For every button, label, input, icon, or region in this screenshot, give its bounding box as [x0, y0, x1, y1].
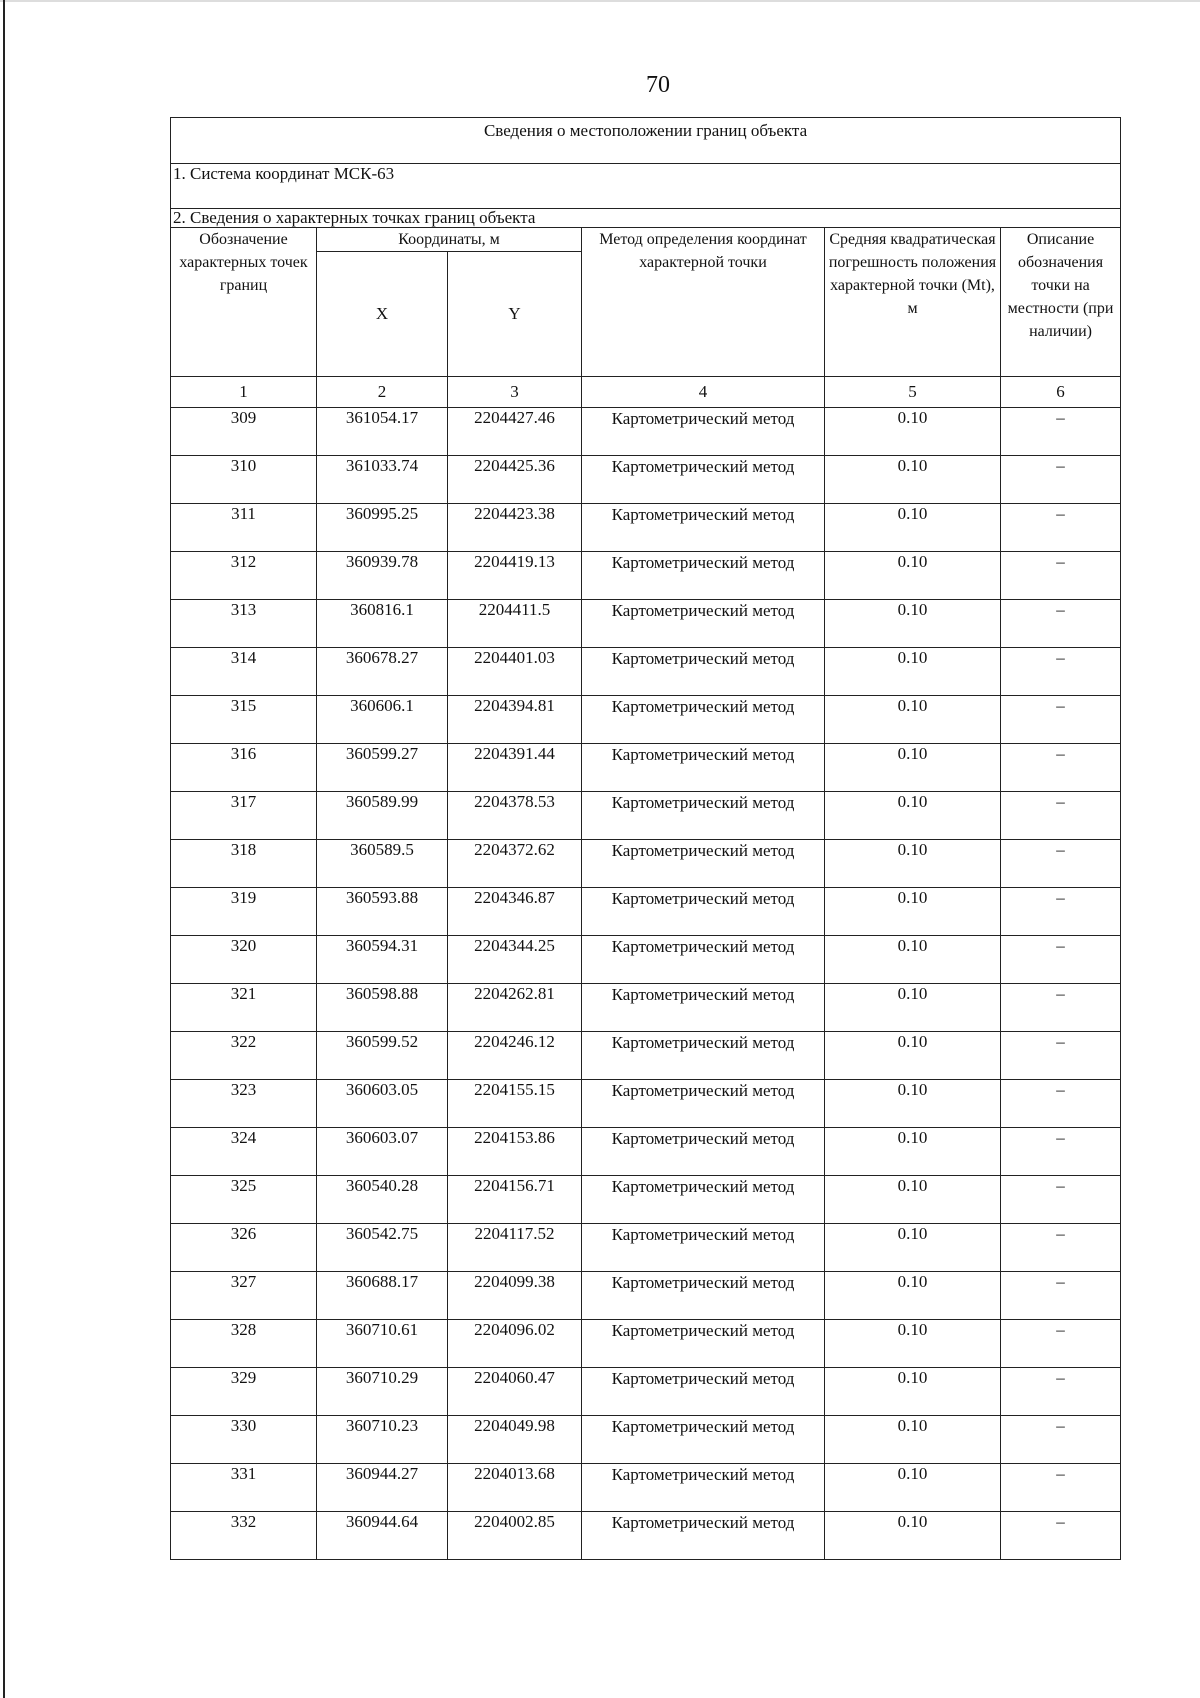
table-row [171, 696, 1121, 744]
mean-error-cell: 0.10 [825, 1032, 1001, 1080]
table-row [171, 744, 1121, 792]
method-cell: Картометрический метод [582, 792, 825, 840]
y-coordinate-cell: 2204013.68 [448, 1464, 582, 1512]
description-cell: – [1001, 696, 1121, 744]
table-row [171, 792, 1121, 840]
x-coordinate-cell: 361033.74 [317, 456, 448, 504]
method-cell: Картометрический метод [582, 696, 825, 744]
x-coordinate-cell: 360593.88 [317, 888, 448, 936]
x-coordinate-cell: 360599.52 [317, 1032, 448, 1080]
x-coordinate-cell: 360995.25 [317, 504, 448, 552]
method-cell: Картометрический метод [582, 1224, 825, 1272]
point-designation-cell: 314 [171, 648, 317, 696]
column-number: 4 [582, 377, 825, 408]
y-coordinate-cell: 2204060.47 [448, 1368, 582, 1416]
table-row [171, 984, 1121, 1032]
boundary-points-table [170, 117, 1121, 1560]
table-row [171, 1512, 1121, 1560]
table-row [171, 888, 1121, 936]
method-cell: Картометрический метод [582, 408, 825, 456]
table-row [171, 648, 1121, 696]
mean-error-cell: 0.10 [825, 1512, 1001, 1560]
y-coordinate-cell: 2204099.38 [448, 1272, 582, 1320]
page-number: 70 [646, 72, 670, 98]
method-cell: Картометрический метод [582, 600, 825, 648]
header-mean-error: Средняя квадратическая погрешность положения характерной точки (Mt), м [825, 228, 1001, 377]
description-cell: – [1001, 1368, 1121, 1416]
mean-error-cell: 0.10 [825, 408, 1001, 456]
table-row [171, 504, 1121, 552]
x-coordinate-cell: 360944.64 [317, 1512, 448, 1560]
mean-error-cell: 0.10 [825, 840, 1001, 888]
method-cell: Картометрический метод [582, 1320, 825, 1368]
x-coordinate-cell: 360944.27 [317, 1464, 448, 1512]
table-row [171, 1176, 1121, 1224]
x-coordinate-cell: 360710.23 [317, 1416, 448, 1464]
point-designation-cell: 320 [171, 936, 317, 984]
mean-error-cell: 0.10 [825, 600, 1001, 648]
x-coordinate-cell: 360542.75 [317, 1224, 448, 1272]
point-designation-cell: 313 [171, 600, 317, 648]
x-coordinate-cell: 360688.17 [317, 1272, 448, 1320]
table-row [171, 1464, 1121, 1512]
method-cell: Картометрический метод [582, 1512, 825, 1560]
table-row [171, 1224, 1121, 1272]
mean-error-cell: 0.10 [825, 1224, 1001, 1272]
method-cell: Картометрический метод [582, 1032, 825, 1080]
y-coordinate-cell: 2204372.62 [448, 840, 582, 888]
mean-error-cell: 0.10 [825, 888, 1001, 936]
y-coordinate-cell: 2204425.36 [448, 456, 582, 504]
method-cell: Картометрический метод [582, 888, 825, 936]
point-designation-cell: 326 [171, 1224, 317, 1272]
header-description: Описание обозначения точки на местности (при наличии) [1001, 228, 1121, 377]
x-coordinate-cell: 360603.05 [317, 1080, 448, 1128]
description-cell: – [1001, 888, 1121, 936]
x-coordinate-cell: 360589.5 [317, 840, 448, 888]
description-cell: – [1001, 984, 1121, 1032]
point-designation-cell: 327 [171, 1272, 317, 1320]
description-cell: – [1001, 456, 1121, 504]
y-coordinate-cell: 2204096.02 [448, 1320, 582, 1368]
description-cell: – [1001, 936, 1121, 984]
y-coordinate-cell: 2204117.52 [448, 1224, 582, 1272]
description-cell: – [1001, 648, 1121, 696]
point-designation-cell: 317 [171, 792, 317, 840]
description-cell: – [1001, 1224, 1121, 1272]
method-cell: Картометрический метод [582, 1416, 825, 1464]
point-designation-cell: 316 [171, 744, 317, 792]
point-designation-cell: 319 [171, 888, 317, 936]
mean-error-cell: 0.10 [825, 792, 1001, 840]
point-designation-cell: 324 [171, 1128, 317, 1176]
column-number-row [171, 377, 1121, 408]
x-coordinate-cell: 360594.31 [317, 936, 448, 984]
point-designation-cell: 330 [171, 1416, 317, 1464]
points-section-title: 2. Сведения о характерных точках границ объекта [171, 209, 1121, 228]
mean-error-cell: 0.10 [825, 744, 1001, 792]
column-number: 1 [171, 377, 317, 408]
x-coordinate-cell: 360710.61 [317, 1320, 448, 1368]
header-row-1 [171, 228, 1121, 252]
point-designation-cell: 328 [171, 1320, 317, 1368]
description-cell: – [1001, 1320, 1121, 1368]
y-coordinate-cell: 2204411.5 [448, 600, 582, 648]
table-body [171, 118, 1121, 1560]
header-point-designation: Обозначение характерных точек границ [171, 228, 317, 377]
mean-error-cell: 0.10 [825, 1416, 1001, 1464]
mean-error-cell: 0.10 [825, 1128, 1001, 1176]
table-row [171, 1032, 1121, 1080]
method-cell: Картометрический метод [582, 984, 825, 1032]
description-cell: – [1001, 1128, 1121, 1176]
y-coordinate-cell: 2204049.98 [448, 1416, 582, 1464]
method-cell: Картометрический метод [582, 456, 825, 504]
table-row [171, 1320, 1121, 1368]
table-row [171, 1272, 1121, 1320]
point-designation-cell: 312 [171, 552, 317, 600]
x-coordinate-cell: 360598.88 [317, 984, 448, 1032]
table-row [171, 936, 1121, 984]
description-cell: – [1001, 840, 1121, 888]
y-coordinate-cell: 2204394.81 [448, 696, 582, 744]
points-title-row [171, 209, 1121, 228]
y-coordinate-cell: 2204246.12 [448, 1032, 582, 1080]
mean-error-cell: 0.10 [825, 696, 1001, 744]
point-designation-cell: 322 [171, 1032, 317, 1080]
y-coordinate-cell: 2204156.71 [448, 1176, 582, 1224]
point-designation-cell: 309 [171, 408, 317, 456]
scan-edge-left [3, 0, 5, 1698]
description-cell: – [1001, 1080, 1121, 1128]
mean-error-cell: 0.10 [825, 1368, 1001, 1416]
y-coordinate-cell: 2204401.03 [448, 648, 582, 696]
point-designation-cell: 323 [171, 1080, 317, 1128]
description-cell: – [1001, 1032, 1121, 1080]
method-cell: Картометрический метод [582, 648, 825, 696]
mean-error-cell: 0.10 [825, 1176, 1001, 1224]
y-coordinate-cell: 2204344.25 [448, 936, 582, 984]
y-coordinate-cell: 2204262.81 [448, 984, 582, 1032]
method-cell: Картометрический метод [582, 936, 825, 984]
y-coordinate-cell: 2204153.86 [448, 1128, 582, 1176]
table-row [171, 552, 1121, 600]
x-coordinate-cell: 360678.27 [317, 648, 448, 696]
description-cell: – [1001, 1176, 1121, 1224]
point-designation-cell: 331 [171, 1464, 317, 1512]
y-coordinate-cell: 2204423.38 [448, 504, 582, 552]
description-cell: – [1001, 408, 1121, 456]
point-designation-cell: 329 [171, 1368, 317, 1416]
column-number: 5 [825, 377, 1001, 408]
y-coordinate-cell: 2204002.85 [448, 1512, 582, 1560]
mean-error-cell: 0.10 [825, 984, 1001, 1032]
description-cell: – [1001, 1416, 1121, 1464]
description-cell: – [1001, 504, 1121, 552]
description-cell: – [1001, 600, 1121, 648]
mean-error-cell: 0.10 [825, 504, 1001, 552]
column-number: 2 [317, 377, 448, 408]
description-cell: – [1001, 792, 1121, 840]
coord-system-label: 1. Система координат МСК-63 [171, 164, 1121, 209]
description-cell: – [1001, 1272, 1121, 1320]
point-designation-cell: 332 [171, 1512, 317, 1560]
table-row [171, 1416, 1121, 1464]
x-coordinate-cell: 360606.1 [317, 696, 448, 744]
mean-error-cell: 0.10 [825, 1464, 1001, 1512]
table-row [171, 1368, 1121, 1416]
y-coordinate-cell: 2204391.44 [448, 744, 582, 792]
method-cell: Картометрический метод [582, 1176, 825, 1224]
x-coordinate-cell: 360540.28 [317, 1176, 448, 1224]
table-row [171, 1080, 1121, 1128]
mean-error-cell: 0.10 [825, 552, 1001, 600]
header-coordinates: Координаты, м [317, 228, 582, 252]
section-title-row [171, 118, 1121, 164]
y-coordinate-cell: 2204427.46 [448, 408, 582, 456]
point-designation-cell: 310 [171, 456, 317, 504]
method-cell: Картометрический метод [582, 504, 825, 552]
x-coordinate-cell: 360599.27 [317, 744, 448, 792]
table-row [171, 840, 1121, 888]
x-coordinate-cell: 360939.78 [317, 552, 448, 600]
y-coordinate-cell: 2204378.53 [448, 792, 582, 840]
method-cell: Картометрический метод [582, 840, 825, 888]
method-cell: Картометрический метод [582, 1272, 825, 1320]
y-coordinate-cell: 2204346.87 [448, 888, 582, 936]
scan-edge-top [0, 0, 1200, 2]
method-cell: Картометрический метод [582, 1080, 825, 1128]
mean-error-cell: 0.10 [825, 456, 1001, 504]
coord-system-row [171, 164, 1121, 209]
point-designation-cell: 315 [171, 696, 317, 744]
method-cell: Картометрический метод [582, 1368, 825, 1416]
column-number: 6 [1001, 377, 1121, 408]
method-cell: Картометрический метод [582, 1464, 825, 1512]
y-coordinate-cell: 2204419.13 [448, 552, 582, 600]
mean-error-cell: 0.10 [825, 1272, 1001, 1320]
mean-error-cell: 0.10 [825, 936, 1001, 984]
x-coordinate-cell: 361054.17 [317, 408, 448, 456]
header-method: Метод определения координат характерной точки [582, 228, 825, 377]
x-coordinate-cell: 360816.1 [317, 600, 448, 648]
description-cell: – [1001, 1512, 1121, 1560]
table-row [171, 456, 1121, 504]
table-row [171, 408, 1121, 456]
table-row [171, 600, 1121, 648]
point-designation-cell: 321 [171, 984, 317, 1032]
x-coordinate-cell: 360710.29 [317, 1368, 448, 1416]
mean-error-cell: 0.10 [825, 1320, 1001, 1368]
description-cell: – [1001, 552, 1121, 600]
header-y: Y [448, 252, 582, 377]
mean-error-cell: 0.10 [825, 648, 1001, 696]
y-coordinate-cell: 2204155.15 [448, 1080, 582, 1128]
point-designation-cell: 311 [171, 504, 317, 552]
table-row [171, 1128, 1121, 1176]
method-cell: Картометрический метод [582, 744, 825, 792]
section-title: Сведения о местоположении границ объекта [171, 118, 1121, 164]
point-designation-cell: 318 [171, 840, 317, 888]
header-x: X [317, 252, 448, 377]
x-coordinate-cell: 360589.99 [317, 792, 448, 840]
x-coordinate-cell: 360603.07 [317, 1128, 448, 1176]
column-number: 3 [448, 377, 582, 408]
method-cell: Картометрический метод [582, 552, 825, 600]
point-designation-cell: 325 [171, 1176, 317, 1224]
mean-error-cell: 0.10 [825, 1080, 1001, 1128]
method-cell: Картометрический метод [582, 1128, 825, 1176]
description-cell: – [1001, 744, 1121, 792]
description-cell: – [1001, 1464, 1121, 1512]
